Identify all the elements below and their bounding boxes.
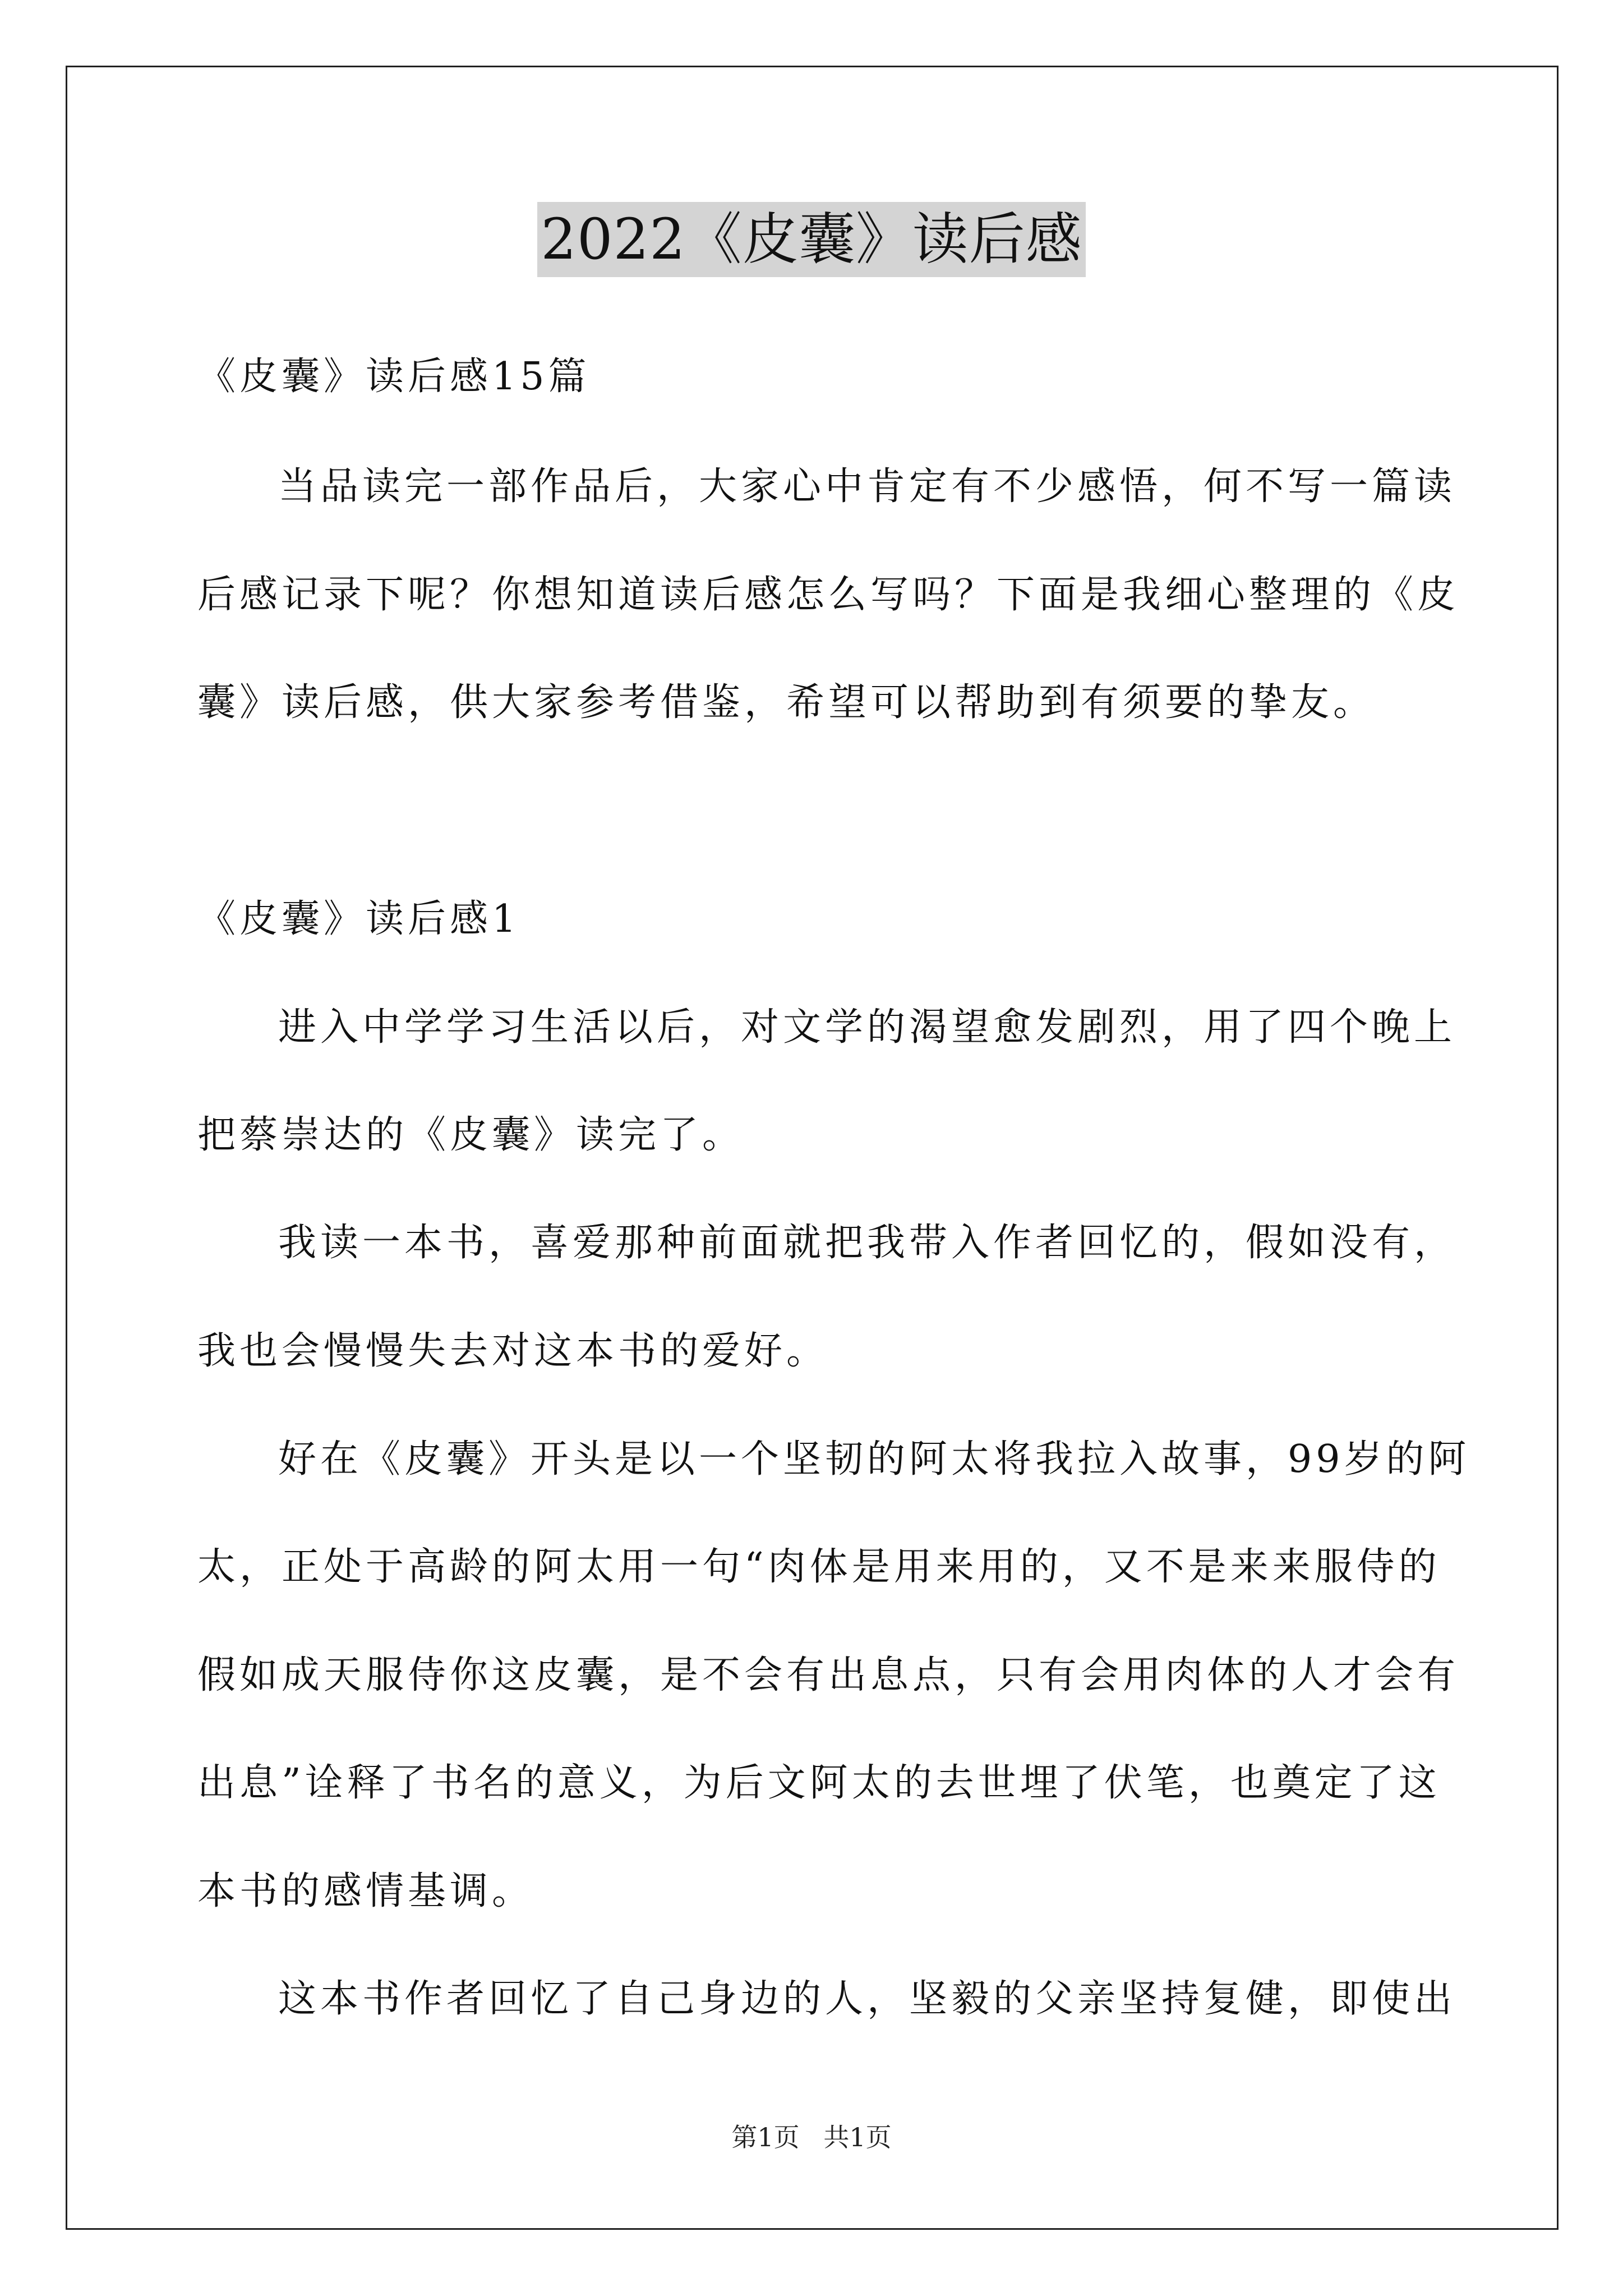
body-line-2: 把蔡崇达的《皮囊》读完了。 [197, 1113, 745, 1157]
intro-line-3: 囊》读后感，供大家参考借鉴，希望可以帮助到有须要的挚友。 [197, 680, 1376, 725]
body-line-9: 本书的感情基调。 [197, 1869, 534, 1913]
body-line-8: 出息”诠释了书名的意义，为后文阿太的去世埋了伏笔，也奠定了这 [197, 1761, 1441, 1805]
intro-line-2: 后感记录下呢？你想知道读后感怎么写吗？下面是我细心整理的《皮 [197, 573, 1460, 617]
body-line-4: 我也会慢慢失去对这本书的爱好。 [197, 1329, 829, 1373]
document-title: 2022《皮囊》读后感 [537, 202, 1086, 277]
body-line-6: 太，正处于高龄的阿太用一句“肉体是用来用的，又不是来来服侍的 [197, 1545, 1441, 1589]
body-line-1: 进入中学学习生活以后，对文学的渴望愈发剧烈，用了四个晚上 [278, 1005, 1456, 1050]
page-total: 共1页 [823, 2122, 892, 2152]
page-number: 第1页 [731, 2122, 800, 2152]
intro-line-1: 当品读完一部作品后，大家心中肯定有不少感悟，何不写一篇读 [278, 464, 1456, 509]
body-line-3: 我读一本书，喜爱那种前面就把我带入作者回忆的，假如没有， [278, 1221, 1456, 1265]
body-line-5: 好在《皮囊》开头是以一个坚韧的阿太将我拉入故事，99岁的阿 [278, 1437, 1470, 1481]
subtitle: 《皮囊》读后感15篇 [197, 355, 591, 399]
body-line-10: 这本书作者回忆了自己身边的人，坚毅的父亲坚持复健，即使出 [278, 1977, 1456, 2021]
body-line-7: 假如成天服侍你这皮囊，是不会有出息点，只有会用肉体的人才会有 [197, 1653, 1460, 1697]
page-footer [0, 2120, 1623, 2154]
title-container [0, 202, 1623, 277]
section-heading: 《皮囊》读后感1 [197, 897, 520, 941]
